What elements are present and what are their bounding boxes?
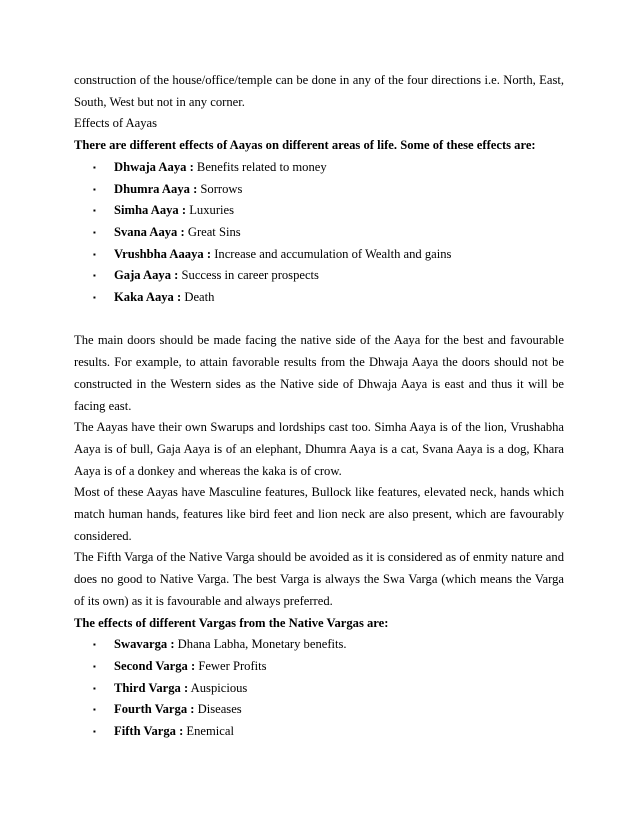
aaya-desc: Sorrows [200, 181, 243, 196]
aayas-list [74, 157, 564, 309]
bullet-icon: ▪ [93, 206, 96, 216]
bullet-icon: ▪ [93, 293, 96, 303]
aaya-term: Gaja Aaya : [114, 268, 179, 283]
features-paragraph: Most of these Aayas have Masculine features, Bullock like features, elevated neck, hands which match human hands, features like bird feet and lion neck are also present, which are favourably considered. [74, 485, 564, 543]
bullet-icon: ▪ [93, 640, 96, 650]
varga-term: Swavarga : [114, 637, 175, 652]
list-item [74, 244, 564, 266]
varga-desc: Fewer Profits [198, 658, 267, 673]
aaya-desc: Success in career prospects [181, 268, 319, 283]
list-item [74, 157, 564, 179]
list-item [74, 179, 564, 201]
bullet-icon: ▪ [93, 184, 96, 194]
varga-term: Third Varga : [114, 680, 189, 695]
effects-heading: Effects of Aayas [74, 116, 157, 131]
aaya-desc: Luxuries [189, 203, 235, 218]
aaya-term: Kaka Aaya : [114, 290, 182, 305]
aaya-desc: Death [184, 290, 215, 305]
varga-desc: Diseases [197, 702, 242, 717]
aaya-term: Dhumra Aaya : [114, 181, 198, 196]
list-item [74, 200, 564, 222]
swarups-paragraph: The Aayas have their own Swarups and lordships cast too. Simha Aaya is of the lion, Vrushabha Aaya is of bull, Gaja Aaya is of an elephant, Dhumra Aaya is a cat, Svana Aaya is a dog, Khara Aaya is of a donkey and whereas the kaka is of crow. [74, 420, 564, 478]
aaya-desc: Benefits related to money [196, 159, 327, 174]
varga-desc: Auspicious [190, 680, 248, 695]
aaya-term: Svana Aaya : [114, 224, 185, 239]
list-item [74, 265, 564, 287]
varga-term: Fourth Varga : [114, 702, 195, 717]
bullet-icon: ▪ [93, 227, 96, 237]
intro-paragraph: construction of the house/office/temple can be done in any of the four directions i.e. North, East, South, West but not in any corner. [74, 73, 564, 109]
vargas-lead: The effects of different Vargas from the Native Vargas are: [74, 615, 389, 630]
paragraph-gap [74, 309, 564, 331]
bullet-icon: ▪ [93, 705, 96, 715]
aaya-desc: Great Sins [187, 224, 241, 239]
list-item [74, 678, 564, 700]
varga-paragraph: The Fifth Varga of the Native Varga should be avoided as it is considered as of enmity nature and does no good to Native Varga. The best Varga is always the Swa Varga (which means the Varga of its own) as it is favourable and always preferred. [74, 550, 564, 608]
list-item [74, 699, 564, 721]
list-item [74, 721, 564, 743]
aaya-term: Dhwaja Aaya : [114, 159, 194, 174]
list-item [74, 222, 564, 244]
aaya-desc: Increase and accumulation of Wealth and gains [214, 246, 452, 261]
bullet-icon: ▪ [93, 727, 96, 737]
varga-term: Second Varga : [114, 658, 196, 673]
list-item [74, 656, 564, 678]
bullet-icon: ▪ [93, 683, 96, 693]
varga-term: Fifth Varga : [114, 724, 184, 739]
bullet-icon: ▪ [93, 249, 96, 259]
varga-desc: Enemical [186, 724, 234, 739]
document-page [74, 70, 564, 743]
bullet-icon: ▪ [93, 162, 96, 172]
list-item [74, 287, 564, 309]
varga-desc: Dhana Labha, Monetary benefits. [177, 637, 347, 652]
aaya-term: Vrushbha Aaaya : [114, 246, 212, 261]
doors-paragraph: The main doors should be made facing the native side of the Aaya for the best and favourable results. For example, to attain favorable results from the Dhwaja Aaya the doors should not be constructed in the Western sides as the Native side of Dhwaja Aaya is east and thus it will be facing east. [74, 333, 564, 413]
aaya-term: Simha Aaya : [114, 203, 187, 218]
bullet-icon: ▪ [93, 271, 96, 281]
bullet-icon: ▪ [93, 661, 96, 671]
effects-lead: There are different effects of Aayas on different areas of life. Some of these effects are: [74, 138, 536, 153]
list-item [74, 634, 564, 656]
vargas-list [74, 634, 564, 743]
